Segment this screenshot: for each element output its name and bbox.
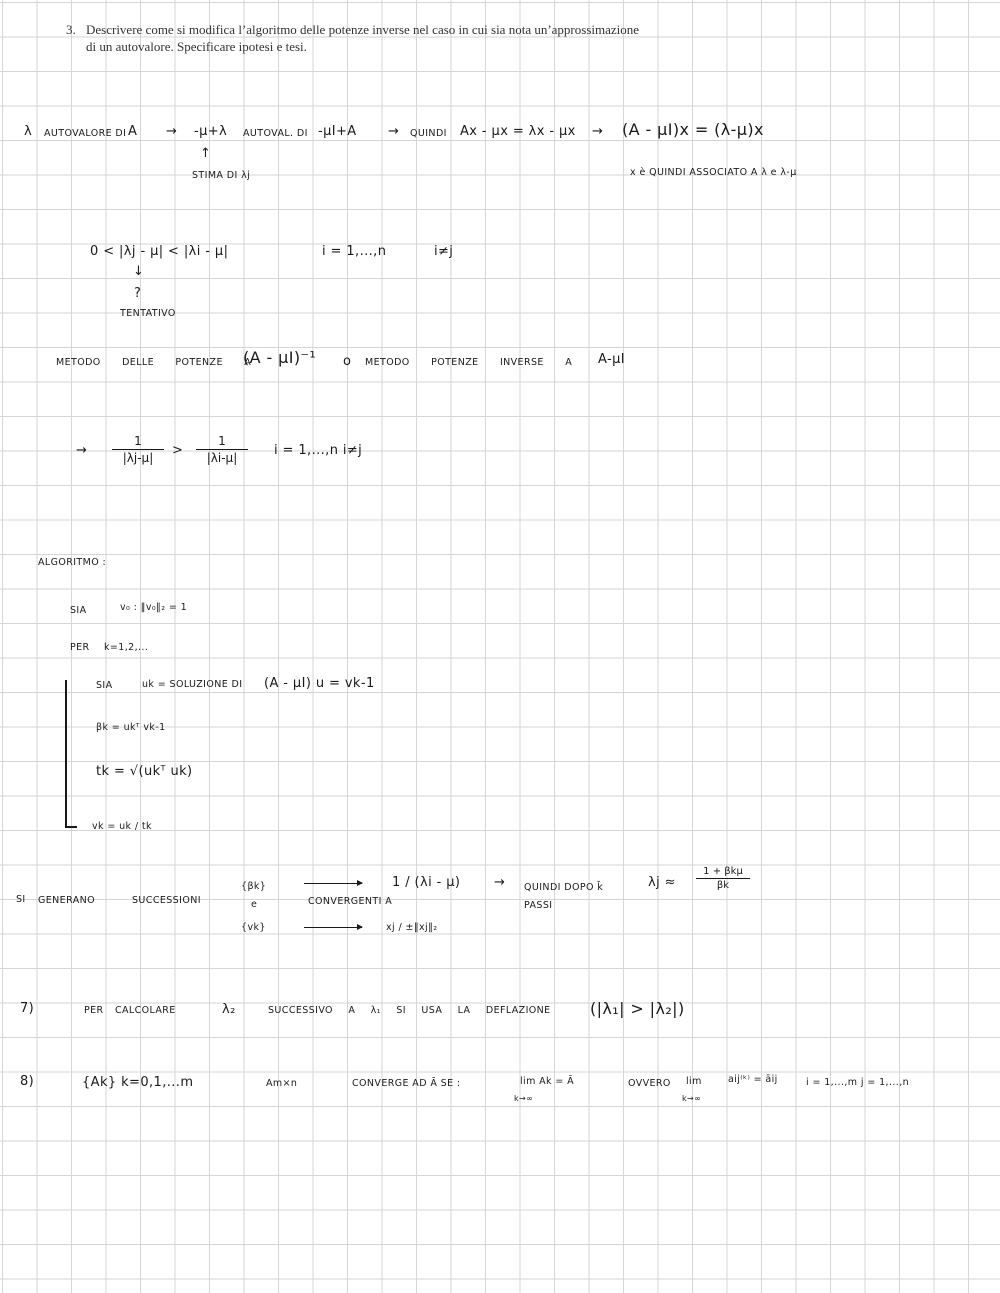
- question-text: [66, 21, 706, 55]
- item-7-number: 7): [20, 1001, 35, 1016]
- limit-Ak: lim Ak = Ā: [520, 1076, 575, 1087]
- fraction-lambda: [696, 866, 750, 891]
- limit-2: xj / ±‖xj‖₂: [386, 922, 438, 933]
- item-8-number: 8): [20, 1074, 35, 1089]
- lambda-approx: λj ≈: [648, 875, 676, 890]
- index-range-2: i = 1,...,n i≠j: [274, 443, 363, 458]
- question-line-1: Descrivere come si modifica l’algoritmo delle potenze inverse nel caso in cui sia nota un’approssimazione: [86, 22, 640, 37]
- note-deflazione: SUCCESSIVO A λ₁ SI USA LA DEFLAZIONE: [268, 1005, 551, 1016]
- note-per: PER: [70, 642, 90, 653]
- loop-brace-end: [65, 826, 77, 828]
- loop-range: k=1,2,...: [104, 642, 149, 653]
- note-autovalore: AUTOVALORE DI: [44, 128, 127, 139]
- long-arrow-2: [304, 927, 362, 928]
- step-system: (A - μI) u = vk-1: [264, 676, 375, 691]
- limit-aij: lim: [686, 1076, 702, 1087]
- note-associato: x è QUINDI ASSOCIATO A λ e λ-μ: [630, 167, 797, 178]
- long-arrow-1: [304, 883, 362, 884]
- fraction-lambda-num: 1 + βkμ: [703, 866, 743, 877]
- fraction-2: [196, 434, 248, 465]
- init-vector: v₀ : ‖v₀‖₂ = 1: [120, 602, 188, 613]
- note-si: SI: [16, 894, 26, 905]
- greater-than: >: [172, 443, 184, 458]
- note-autoval: AUTOVAL. DI: [243, 128, 308, 139]
- fraction-1-den: |λj-μ|: [122, 451, 154, 465]
- index-range: i = 1,...,n: [322, 244, 387, 259]
- arrow-2: →: [388, 124, 400, 139]
- down-arrow: ↓: [133, 264, 145, 279]
- arrow-1: →: [166, 124, 178, 139]
- fraction-2-num: 1: [218, 434, 226, 448]
- question-line-2: di un autovalore. Specificare ipotesi e tesi.: [86, 39, 307, 54]
- question-mark: ?: [134, 286, 142, 301]
- step-v: vk = uk / tk: [92, 821, 152, 832]
- note-sia-1: SIA: [70, 605, 87, 616]
- note-quindi-dopo: QUINDI DOPO k̄ PASSI: [524, 882, 604, 911]
- question-number: 3.: [66, 22, 76, 37]
- sequence-A: {Ak} k=0,1,...m: [82, 1075, 194, 1090]
- note-tentativo: TENTATIVO: [120, 308, 176, 319]
- note-stima: STIMA DI λj: [192, 170, 251, 181]
- note-A-muI: A-μI: [598, 352, 626, 367]
- fraction-lambda-den: βk: [716, 880, 730, 891]
- note-generano: GENERANO: [38, 895, 95, 906]
- note-successioni: SUCCESSIONI: [132, 895, 201, 906]
- matrix-Amn: Am×n: [266, 1078, 298, 1089]
- index-neq: i≠j: [434, 244, 454, 259]
- equation-2: (A - μI)x = (λ-μ)x: [622, 120, 764, 139]
- note-per-calcolare: PER CALCOLARE: [84, 1005, 176, 1016]
- up-arrow: ↑: [200, 146, 212, 161]
- note-convergenti: CONVERGENTI A: [308, 896, 393, 907]
- step-t: tk = √(ukᵀ uk): [96, 764, 193, 779]
- note-muIA: -μI+A: [318, 124, 357, 139]
- note-metodo-inverse: METODO POTENZE INVERSE A: [365, 357, 573, 368]
- limit-1: 1 / (λi - μ): [392, 875, 461, 890]
- loop-brace: [65, 680, 67, 828]
- fraction-1-num: 1: [134, 434, 142, 448]
- lambda-2: λ₂: [222, 1002, 236, 1017]
- inverse-matrix: (A - μI)⁻¹: [243, 348, 317, 367]
- index-range-3: i = 1,...,m j = 1,...,n: [806, 1077, 910, 1088]
- note-o: o: [343, 354, 352, 369]
- arrow-3: →: [592, 124, 604, 139]
- entry-convergence: aij⁽ᵏ⁾ = āij: [728, 1074, 778, 1085]
- limit-Ak-sub: k→∞: [514, 1094, 534, 1103]
- deflation-condition: (|λ₁| > |λ₂|): [590, 999, 685, 1018]
- fraction-2-den: |λi-μ|: [206, 451, 238, 465]
- step-beta: βk = ukᵀ vk-1: [96, 722, 166, 733]
- note-algoritmo: ALGORITMO :: [38, 557, 107, 568]
- note-quindi: QUINDI: [410, 128, 447, 139]
- note-lambda: λ: [24, 124, 33, 139]
- note-converge: CONVERGE AD Ā SE :: [352, 1078, 461, 1089]
- arrow-13: →: [494, 875, 506, 890]
- fraction-1: [112, 434, 164, 465]
- limit-aij-sub: k→∞: [682, 1094, 702, 1103]
- note-A: A: [128, 124, 138, 139]
- note-ovvero: OVVERO: [628, 1078, 671, 1089]
- seq-beta: {βk}: [241, 881, 267, 892]
- inequality: 0 < |λj - μ| < |λi - μ|: [90, 244, 229, 259]
- seq-v: {vk}: [241, 922, 266, 933]
- equation-1: Ax - μx = λx - μx: [460, 124, 576, 139]
- note-e: e: [251, 899, 258, 910]
- note-mu-lambda: -μ+λ: [194, 124, 228, 139]
- arrow-5: →: [76, 443, 88, 458]
- step-solve: uk = SOLUZIONE DI: [142, 679, 243, 690]
- note-metodo-potenze: METODO DELLE POTENZE A: [56, 357, 252, 368]
- note-sia-2: SIA: [96, 680, 113, 691]
